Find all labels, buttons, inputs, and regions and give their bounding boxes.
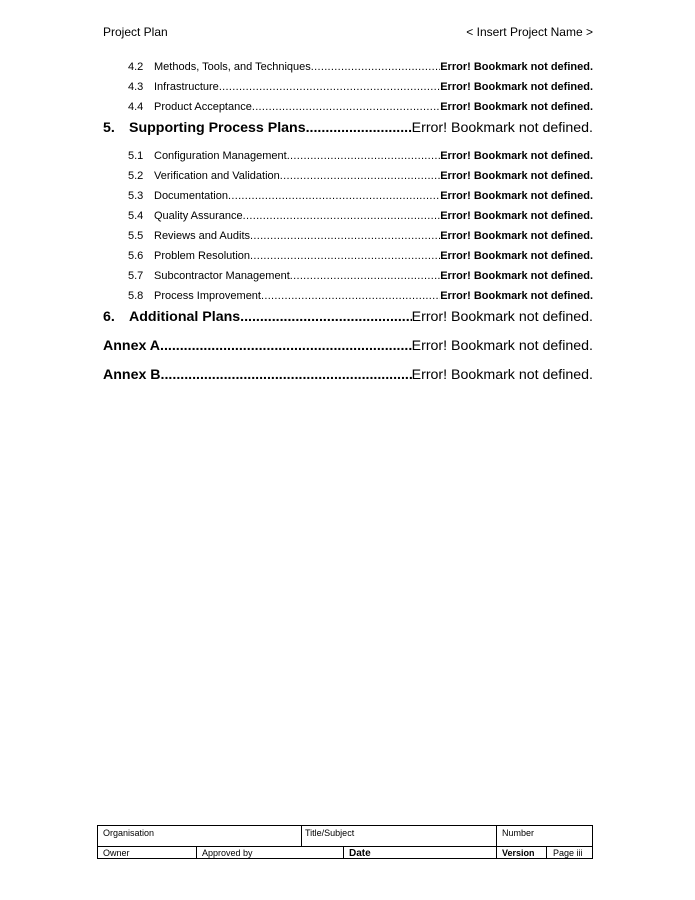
toc-entry-4-3[interactable]: [103, 81, 593, 93]
toc-entry-title: Process Improvement: [154, 290, 261, 302]
toc-entry-page: Error! Bookmark not defined.: [440, 230, 593, 242]
toc-entry-number: 4.4: [128, 101, 144, 113]
toc-entry-5-7[interactable]: [103, 270, 593, 282]
toc-entry-number: 5.8: [128, 290, 144, 302]
toc-entry-page: Error! Bookmark not defined.: [440, 150, 593, 162]
toc-entry-5-3[interactable]: [103, 190, 593, 202]
toc-entry-5-1[interactable]: [103, 150, 593, 162]
toc-entry-annex-a[interactable]: [103, 338, 593, 354]
footer-column-divider: [496, 826, 497, 859]
toc-entry-title: Supporting Process Plans: [129, 120, 306, 136]
toc-entry-6[interactable]: [103, 309, 593, 325]
footer-number: Number: [502, 828, 535, 838]
toc-entry-5-2[interactable]: [103, 170, 593, 182]
toc-entry-title: Methods, Tools, and Techniques: [154, 61, 311, 73]
toc-entry-page: Error! Bookmark not defined.: [440, 61, 593, 73]
toc-entry-page: Error! Bookmark not defined.: [411, 309, 593, 325]
toc-entry-page: Error! Bookmark not defined.: [440, 101, 593, 113]
toc-dot-leader: [261, 290, 440, 302]
toc-dot-leader: [160, 338, 412, 354]
toc-dot-leader: [240, 309, 411, 325]
toc-entry-title: Verification and Validation: [154, 170, 280, 182]
toc-entry-4-2[interactable]: [103, 61, 593, 73]
toc-dot-leader: [311, 61, 440, 73]
header-project-name: < Insert Project Name >: [466, 25, 593, 39]
toc-entry-page: Error! Bookmark not defined.: [440, 210, 593, 222]
footer-organisation: Organisation: [103, 828, 155, 838]
footer-column-divider: [301, 826, 302, 846]
toc-entry-number: 4.3: [128, 81, 144, 93]
footer-info-table: [97, 825, 593, 859]
toc-entry-title: Reviews and Audits: [154, 230, 250, 242]
footer-approved-by: Approved by: [202, 848, 253, 858]
toc-entry-number: 5.5: [128, 230, 144, 242]
toc-entry-title: Additional Plans: [129, 309, 241, 325]
toc-dot-leader: [306, 120, 412, 136]
header-document-title: Project Plan: [103, 25, 168, 39]
toc-entry-number: 4.2: [128, 61, 144, 73]
toc-entry-page: Error! Bookmark not defined.: [411, 120, 593, 136]
footer-date: Date: [349, 848, 371, 859]
footer-column-divider: [546, 846, 547, 859]
toc-entry-number: 5.6: [128, 250, 144, 262]
toc-entry-number: 6.: [103, 309, 115, 325]
toc-dot-leader: [252, 101, 440, 113]
toc-dot-leader: [243, 210, 441, 222]
toc-entry-number: 5.3: [128, 190, 144, 202]
footer-title-subject: Title/Subject: [305, 828, 355, 838]
toc-entry-page: Error! Bookmark not defined.: [411, 367, 593, 383]
toc-dot-leader: [280, 170, 440, 182]
toc-entry-number: 5.7: [128, 270, 144, 282]
toc-entry-number: 5.1: [128, 150, 144, 162]
toc-entry-title: Product Acceptance: [154, 101, 252, 113]
footer-row-divider: [98, 846, 592, 847]
toc-entry-page: Error! Bookmark not defined.: [440, 190, 593, 202]
toc-entry-title: Configuration Management: [154, 150, 287, 162]
toc-entry-page: Error! Bookmark not defined.: [440, 81, 593, 93]
toc-entry-number: 5.: [103, 120, 115, 136]
toc-entry-title: Annex A: [103, 338, 161, 354]
toc-entry-page: Error! Bookmark not defined.: [440, 250, 593, 262]
toc-entry-title: Problem Resolution: [154, 250, 250, 262]
toc-entry-5-8[interactable]: [103, 290, 593, 302]
toc-entry-5-6[interactable]: [103, 250, 593, 262]
toc-entry-page: Error! Bookmark not defined.: [411, 338, 593, 354]
toc-entry-5[interactable]: [103, 120, 593, 136]
toc-dot-leader: [287, 150, 441, 162]
toc-entry-title: Annex B: [103, 367, 161, 383]
toc-entry-page: Error! Bookmark not defined.: [440, 270, 593, 282]
footer-version: Version: [502, 848, 535, 858]
toc-entry-title: Quality Assurance: [154, 210, 243, 222]
footer-column-divider: [196, 846, 197, 859]
toc-entry-title: Infrastructure: [154, 81, 219, 93]
toc-entry-annex-b[interactable]: [103, 367, 593, 383]
toc-entry-5-5[interactable]: [103, 230, 593, 242]
toc-entry-5-4[interactable]: [103, 210, 593, 222]
toc-entry-page: Error! Bookmark not defined.: [440, 290, 593, 302]
toc-dot-leader: [250, 250, 440, 262]
toc-dot-leader: [290, 270, 440, 282]
toc-entry-title: Subcontractor Management: [154, 270, 290, 282]
toc-entry-page: Error! Bookmark not defined.: [440, 170, 593, 182]
footer-column-divider: [343, 846, 344, 859]
toc-dot-leader: [161, 367, 412, 383]
footer-page-number: Page iii: [553, 848, 583, 858]
toc-entry-number: 5.4: [128, 210, 144, 222]
footer-owner: Owner: [103, 848, 130, 858]
toc-entry-number: 5.2: [128, 170, 144, 182]
toc-entry-title: Documentation: [154, 190, 228, 202]
toc-dot-leader: [228, 190, 440, 202]
toc-dot-leader: [250, 230, 440, 242]
toc-dot-leader: [219, 81, 440, 93]
toc-entry-4-4[interactable]: [103, 101, 593, 113]
